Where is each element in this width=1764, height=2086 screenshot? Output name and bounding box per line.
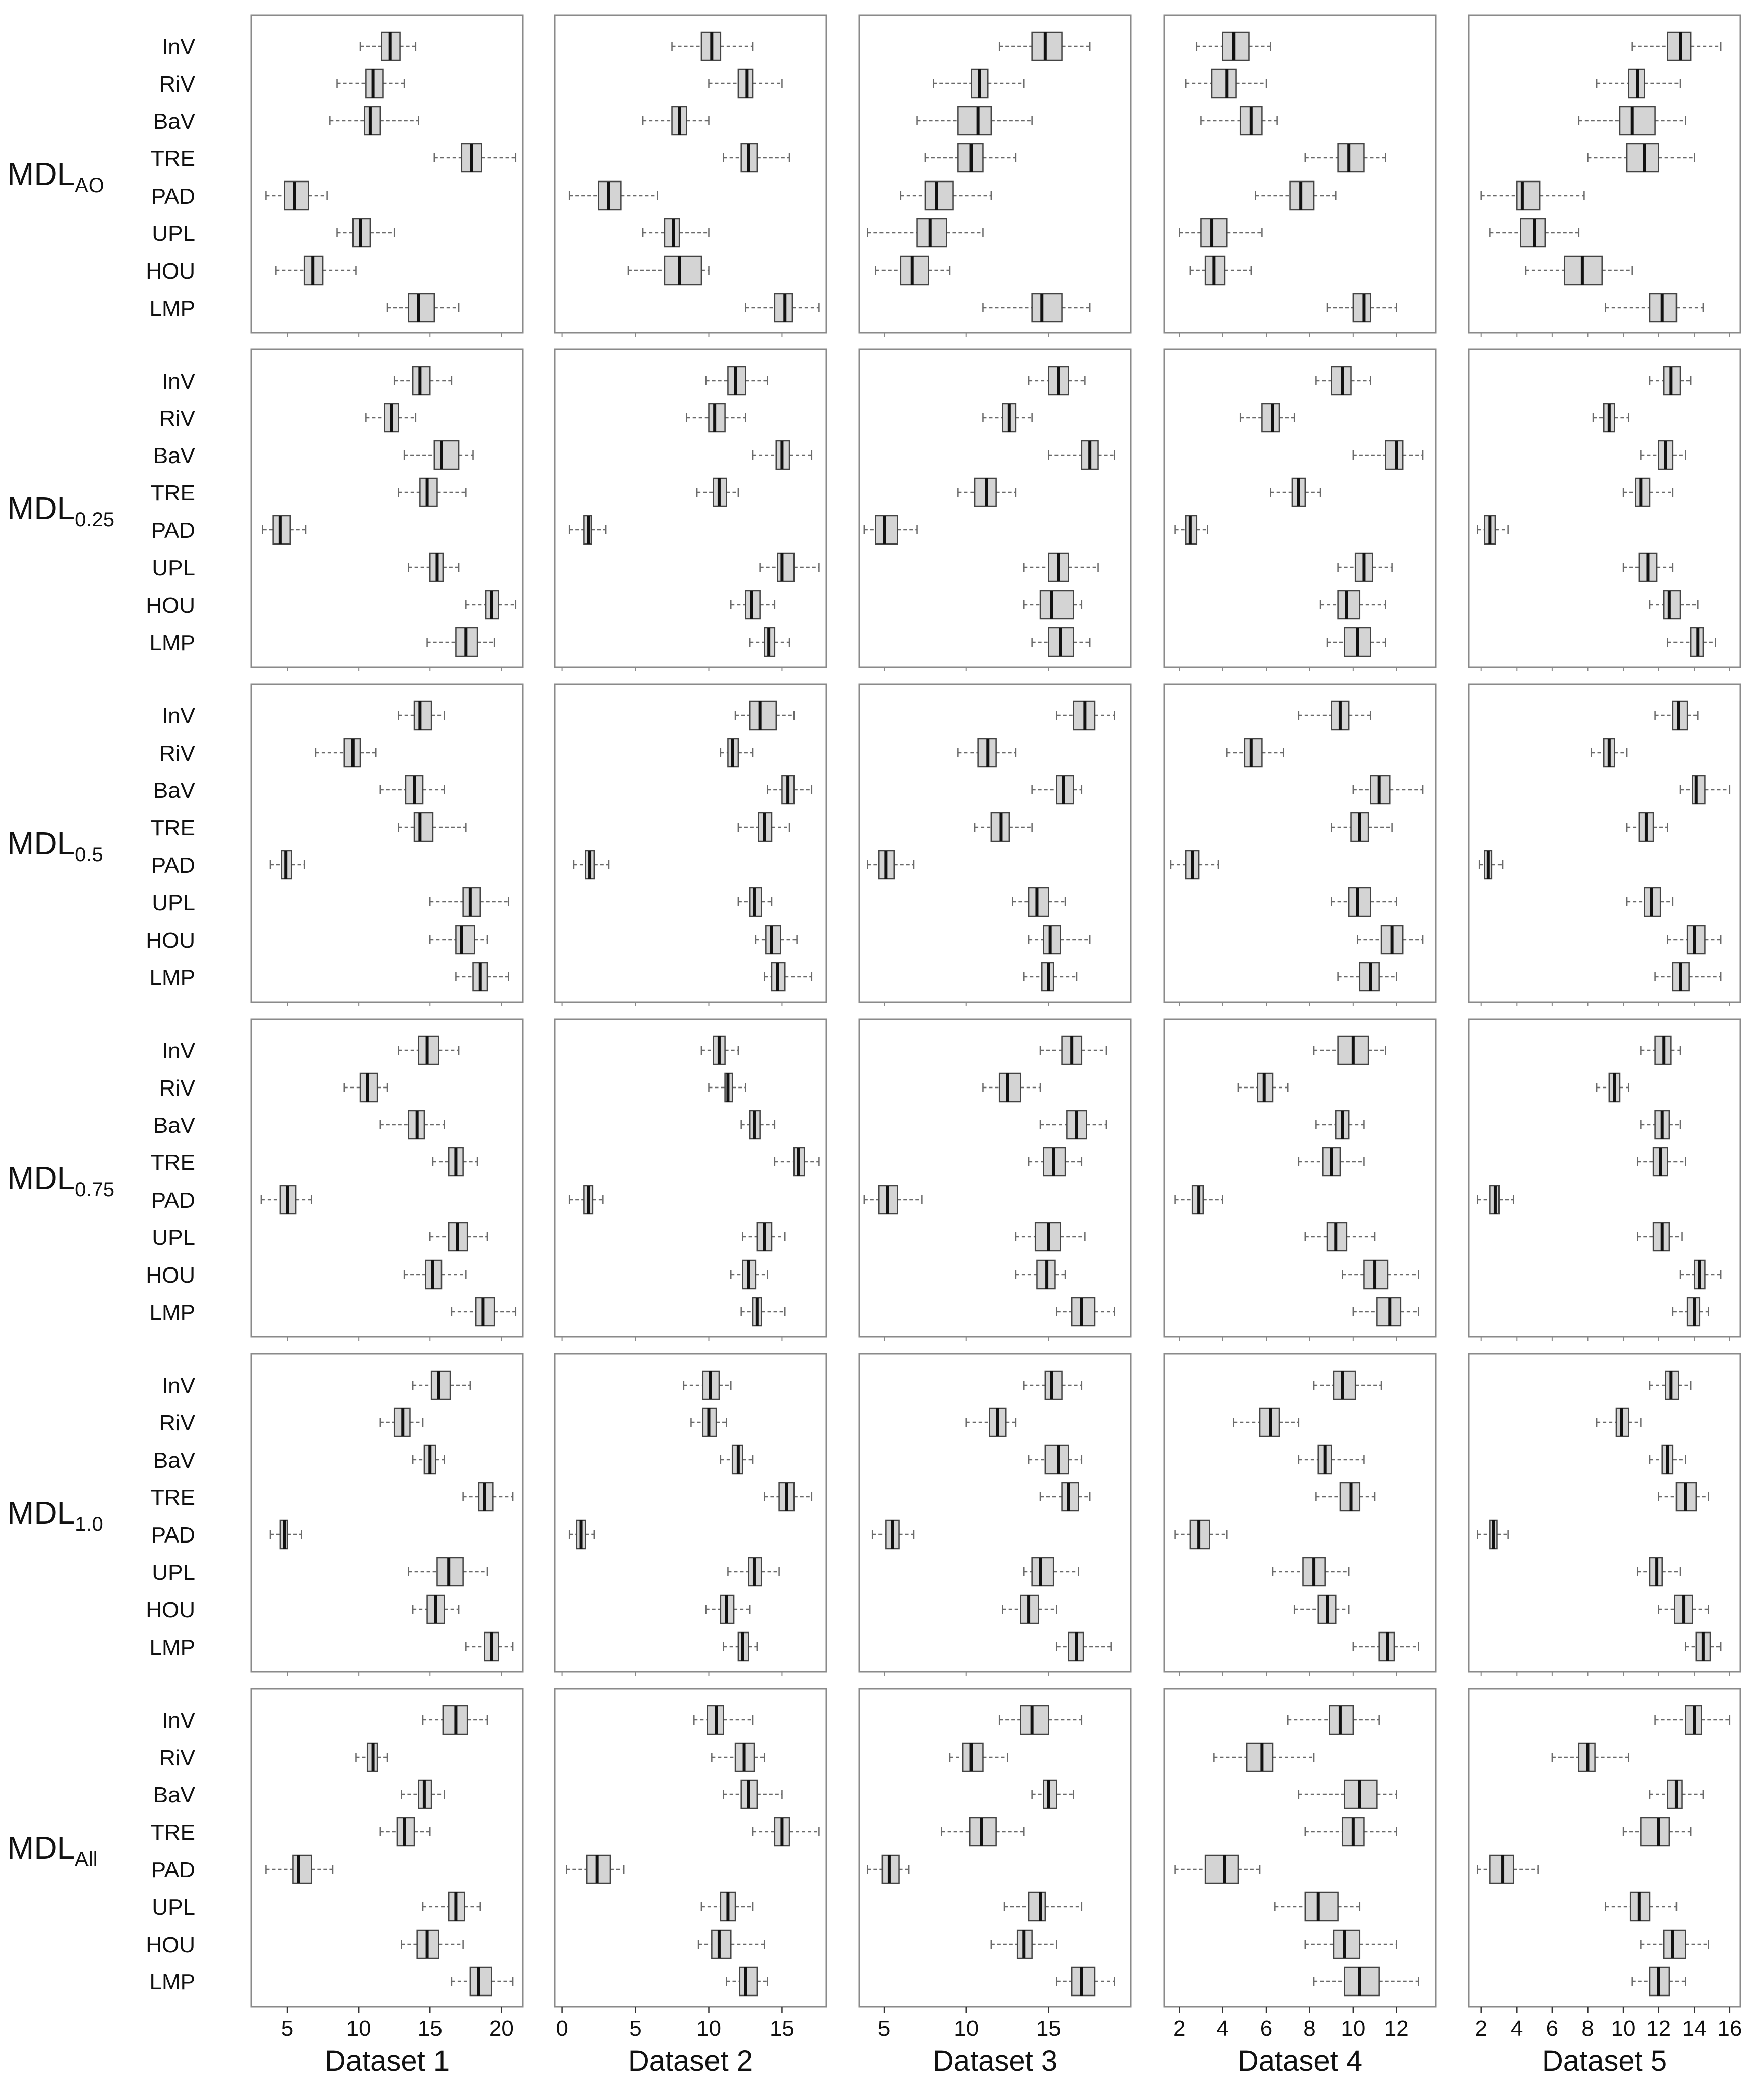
panel-frame [555, 1019, 826, 1337]
x-axis-label: Dataset 5 [1542, 2045, 1667, 2077]
box-iqr [1345, 1967, 1379, 1996]
x-tick-label: 6 [1260, 2016, 1273, 2041]
x-tick-label: 10 [954, 2016, 979, 2041]
x-axis-3 [1173, 2007, 1409, 2077]
row-label-3 [7, 1160, 114, 1201]
x-tick-label: 15 [769, 2016, 795, 2041]
panel-frame [251, 1354, 523, 1672]
panel-r2-c1 [555, 684, 826, 1006]
panel-r1-c2 [859, 349, 1131, 671]
category-label-inv: InV [161, 1039, 195, 1063]
row-label-sub: 0.75 [75, 1178, 114, 1201]
box-iqr [1262, 404, 1279, 432]
row-label-main: MDL [7, 156, 75, 192]
panel-frame [859, 1689, 1131, 2007]
category-label-bav: BaV [153, 1113, 195, 1138]
box-iqr [1044, 926, 1061, 954]
box-iqr [1040, 591, 1073, 619]
box-iqr [1032, 1558, 1054, 1586]
box-iqr [1029, 1892, 1045, 1921]
box-iqr [1021, 1706, 1049, 1734]
box-iqr [750, 701, 776, 730]
panel-r0-c4 [1469, 15, 1740, 337]
category-label-lmp: LMP [149, 965, 195, 990]
panel-r3-c2 [859, 1019, 1131, 1341]
box-iqr [1664, 591, 1680, 619]
category-label-inv: InV [161, 369, 195, 394]
x-axis-2 [878, 2007, 1061, 2077]
box-iqr [1072, 1298, 1095, 1326]
box-iqr [1520, 219, 1545, 247]
category-label-hou: HOU [146, 1933, 195, 1957]
category-label-lmp: LMP [149, 630, 195, 655]
panel-r3-c3 [1164, 1019, 1436, 1341]
box-iqr [901, 256, 929, 285]
box-iqr [1032, 32, 1062, 60]
box-iqr [1673, 701, 1687, 730]
box-iqr [1205, 1855, 1238, 1883]
panels-layer [251, 15, 1740, 2007]
box-iqr [1305, 1892, 1338, 1921]
panel-r5-c4 [1469, 1689, 1740, 2007]
box-iqr [284, 182, 308, 210]
panel-r4-c0 [251, 1354, 523, 1676]
category-label-inv: InV [161, 1374, 195, 1398]
box-iqr [1687, 926, 1705, 954]
category-label-tre: TRE [151, 146, 195, 171]
panel-r4-c2 [859, 1354, 1131, 1676]
panel-frame [859, 349, 1131, 667]
panel-r4-c4 [1469, 1354, 1740, 1676]
box-iqr [1627, 144, 1659, 172]
box-iqr [665, 256, 701, 285]
row-label-main: MDL [7, 1830, 75, 1866]
box-iqr [1045, 1371, 1062, 1399]
box-iqr [414, 813, 433, 841]
box-iqr [740, 1967, 757, 1996]
box-iqr [1062, 1483, 1079, 1511]
box-iqr [1338, 144, 1364, 172]
x-tick-label: 20 [489, 2016, 514, 2041]
category-label-bav: BaV [153, 1448, 195, 1473]
panel-r5-c0 [251, 1689, 523, 2007]
box-iqr [1664, 1930, 1685, 1958]
box-iqr [1045, 1445, 1069, 1474]
category-label-riv: RiV [159, 1076, 195, 1101]
box-iqr [1247, 1743, 1273, 1771]
panel-r1-c4 [1469, 349, 1740, 671]
panel-r2-c0 [251, 684, 523, 1006]
category-label-riv: RiV [159, 406, 195, 431]
panel-r4-c1 [555, 1354, 826, 1676]
category-label-tre: TRE [151, 1820, 195, 1845]
x-tick-label: 5 [877, 2016, 891, 2041]
x-tick-label: 12 [1384, 2016, 1409, 2041]
x-tick-label: 10 [696, 2016, 721, 2041]
panel-r0-c1 [555, 15, 826, 337]
panel-frame [1164, 1354, 1436, 1672]
category-label-lmp: LMP [149, 296, 195, 321]
category-label-tre: TRE [151, 481, 195, 505]
box-iqr [1334, 1930, 1360, 1958]
x-axes-layer [281, 2007, 1742, 2077]
category-label-inv: InV [161, 1708, 195, 1733]
category-label-bav: BaV [153, 109, 195, 134]
category-label-pad: PAD [151, 1188, 195, 1213]
box-iqr [1693, 776, 1705, 804]
box-iqr [1223, 32, 1249, 60]
box-iqr [883, 1855, 899, 1883]
panel-frame [859, 684, 1131, 1002]
box-iqr [414, 701, 431, 730]
panel-frame [1164, 1689, 1436, 2007]
box-iqr [1201, 219, 1227, 247]
x-tick-label: 4 [1216, 2016, 1229, 2041]
x-axis-0 [281, 2007, 514, 2077]
category-label-riv: RiV [159, 741, 195, 766]
x-tick-label: 2 [1173, 2016, 1186, 2041]
category-label-hou: HOU [146, 1598, 195, 1622]
panel-frame [251, 349, 523, 667]
category-label-tre: TRE [151, 1150, 195, 1175]
box-iqr [434, 441, 459, 469]
x-tick-label: 10 [1611, 2016, 1636, 2041]
category-label-bav: BaV [153, 443, 195, 468]
panel-r3-c1 [555, 1019, 826, 1341]
box-iqr [1386, 441, 1403, 469]
row-label-5 [7, 1830, 98, 1870]
panel-r3-c0 [251, 1019, 523, 1341]
category-label-riv: RiV [159, 1411, 195, 1435]
category-label-pad: PAD [151, 1523, 195, 1548]
box-iqr [709, 404, 725, 432]
panel-frame [1469, 1689, 1740, 2007]
panel-frame [555, 1689, 826, 2007]
panel-frame [251, 1689, 523, 2007]
panel-r2-c3 [1164, 684, 1436, 1006]
x-tick-label: 8 [1303, 2016, 1316, 2041]
box-iqr [925, 182, 953, 210]
panel-r0-c0 [251, 15, 523, 337]
box-iqr [958, 107, 991, 135]
panel-r5-c2 [859, 1689, 1131, 2007]
x-tick-label: 5 [629, 2016, 642, 2041]
row-label-main: MDL [7, 1495, 75, 1531]
category-label-lmp: LMP [149, 1300, 195, 1325]
box-iqr [1636, 478, 1650, 506]
x-tick-label: 2 [1475, 2016, 1487, 2041]
row-label-2 [7, 825, 103, 866]
box-iqr [1338, 591, 1360, 619]
row-label-4 [7, 1495, 103, 1535]
row-label-sub: 1.0 [75, 1513, 103, 1535]
box-iqr [1334, 1371, 1355, 1399]
x-tick-label: 4 [1511, 2016, 1523, 2041]
category-label-pad: PAD [151, 853, 195, 878]
panel-r3-c4 [1469, 1019, 1740, 1341]
panel-r2-c2 [859, 684, 1131, 1006]
row-labels-layer [7, 35, 196, 1994]
box-iqr [293, 1855, 311, 1883]
category-label-riv: RiV [159, 72, 195, 97]
box-iqr [476, 1298, 494, 1326]
x-tick-label: 10 [1341, 2016, 1366, 2041]
category-label-upl: UPL [152, 1225, 195, 1250]
x-tick-label: 10 [346, 2016, 371, 2041]
panel-r1-c1 [555, 349, 826, 671]
panel-frame [1164, 1019, 1436, 1337]
box-iqr [712, 1930, 731, 1958]
row-label-sub: 0.5 [75, 844, 103, 866]
category-label-inv: InV [161, 35, 195, 59]
category-label-hou: HOU [146, 259, 195, 284]
box-iqr [917, 219, 947, 247]
x-axis-label: Dataset 4 [1237, 2045, 1363, 2077]
box-iqr [1517, 182, 1540, 210]
category-label-upl: UPL [152, 221, 195, 246]
category-label-pad: PAD [151, 1858, 195, 1882]
box-iqr [1353, 294, 1371, 322]
x-tick-label: 0 [556, 2016, 568, 2041]
box-iqr [999, 1073, 1021, 1102]
x-tick-label: 14 [1682, 2016, 1707, 2041]
box-iqr [1212, 69, 1236, 98]
panel-r0-c3 [1164, 15, 1436, 337]
category-label-hou: HOU [146, 593, 195, 618]
box-iqr [431, 1371, 450, 1399]
box-iqr [1349, 888, 1370, 916]
category-label-tre: TRE [151, 1485, 195, 1510]
panel-r2-c4 [1469, 684, 1740, 1006]
box-iqr [1072, 1967, 1095, 1996]
panel-frame [1164, 349, 1436, 667]
category-label-lmp: LMP [149, 1970, 195, 1994]
panel-r0-c2 [859, 15, 1131, 337]
box-iqr [1620, 107, 1655, 135]
category-label-hou: HOU [146, 928, 195, 953]
panel-frame [859, 1019, 1131, 1337]
row-label-1 [7, 490, 114, 531]
category-label-pad: PAD [151, 518, 195, 543]
category-label-upl: UPL [152, 1895, 195, 1920]
x-axis-1 [556, 2007, 795, 2077]
panel-frame [555, 349, 826, 667]
box-iqr [1667, 1780, 1682, 1808]
panel-frame [1469, 15, 1740, 333]
panel-frame [859, 1354, 1131, 1672]
category-label-upl: UPL [152, 1560, 195, 1585]
x-axis-4 [1475, 2007, 1742, 2077]
x-axis-label: Dataset 2 [628, 2045, 753, 2077]
panel-r5-c3 [1164, 1689, 1436, 2007]
category-label-lmp: LMP [149, 1635, 195, 1660]
row-label-main: MDL [7, 825, 75, 861]
box-iqr [1057, 776, 1074, 804]
panel-frame [555, 684, 826, 1002]
box-iqr [963, 1743, 983, 1771]
panel-frame [555, 1354, 826, 1672]
panel-frame [1469, 349, 1740, 667]
x-tick-label: 16 [1717, 2016, 1742, 2041]
x-tick-label: 12 [1646, 2016, 1671, 2041]
x-tick-label: 6 [1546, 2016, 1559, 2041]
category-label-upl: UPL [152, 890, 195, 915]
x-tick-label: 15 [1036, 2016, 1061, 2041]
category-label-pad: PAD [151, 184, 195, 209]
row-label-main: MDL [7, 490, 75, 526]
box-iqr [365, 107, 380, 135]
panel-frame [1469, 1354, 1740, 1672]
panel-frame [251, 1019, 523, 1337]
box-iqr [1044, 1780, 1057, 1808]
box-iqr [1032, 294, 1062, 322]
x-tick-label: 15 [417, 2016, 443, 2041]
category-label-inv: InV [161, 704, 195, 729]
x-tick-label: 8 [1581, 2016, 1594, 2041]
box-iqr [456, 926, 474, 954]
box-iqr [1029, 888, 1048, 916]
category-label-hou: HOU [146, 1263, 195, 1288]
panel-r1-c3 [1164, 349, 1436, 671]
category-label-riv: RiV [159, 1746, 195, 1770]
category-label-bav: BaV [153, 1783, 195, 1807]
x-tick-label: 5 [281, 2016, 294, 2041]
panel-frame [251, 15, 523, 333]
panel-r5-c1 [555, 1689, 826, 2007]
row-label-0 [7, 156, 104, 197]
x-axis-label: Dataset 1 [324, 2045, 450, 2077]
category-label-upl: UPL [152, 556, 195, 580]
box-iqr [1641, 1818, 1669, 1846]
box-iqr [409, 294, 434, 322]
row-label-sub: 0.25 [75, 509, 114, 531]
panel-r4-c3 [1164, 1354, 1436, 1676]
x-axis-label: Dataset 3 [932, 2045, 1058, 2077]
panel-r1-c0 [251, 349, 523, 671]
category-label-tre: TRE [151, 815, 195, 840]
row-label-main: MDL [7, 1160, 75, 1196]
box-iqr [1245, 739, 1262, 767]
box-iqr [969, 1818, 996, 1846]
box-iqr [778, 553, 794, 581]
box-iqr [876, 516, 898, 544]
category-label-bav: BaV [153, 778, 195, 803]
box-iqr [470, 1967, 492, 1996]
panel-frame [251, 684, 523, 1002]
row-label-sub: AO [75, 174, 104, 197]
row-label-sub: All [75, 1848, 98, 1870]
